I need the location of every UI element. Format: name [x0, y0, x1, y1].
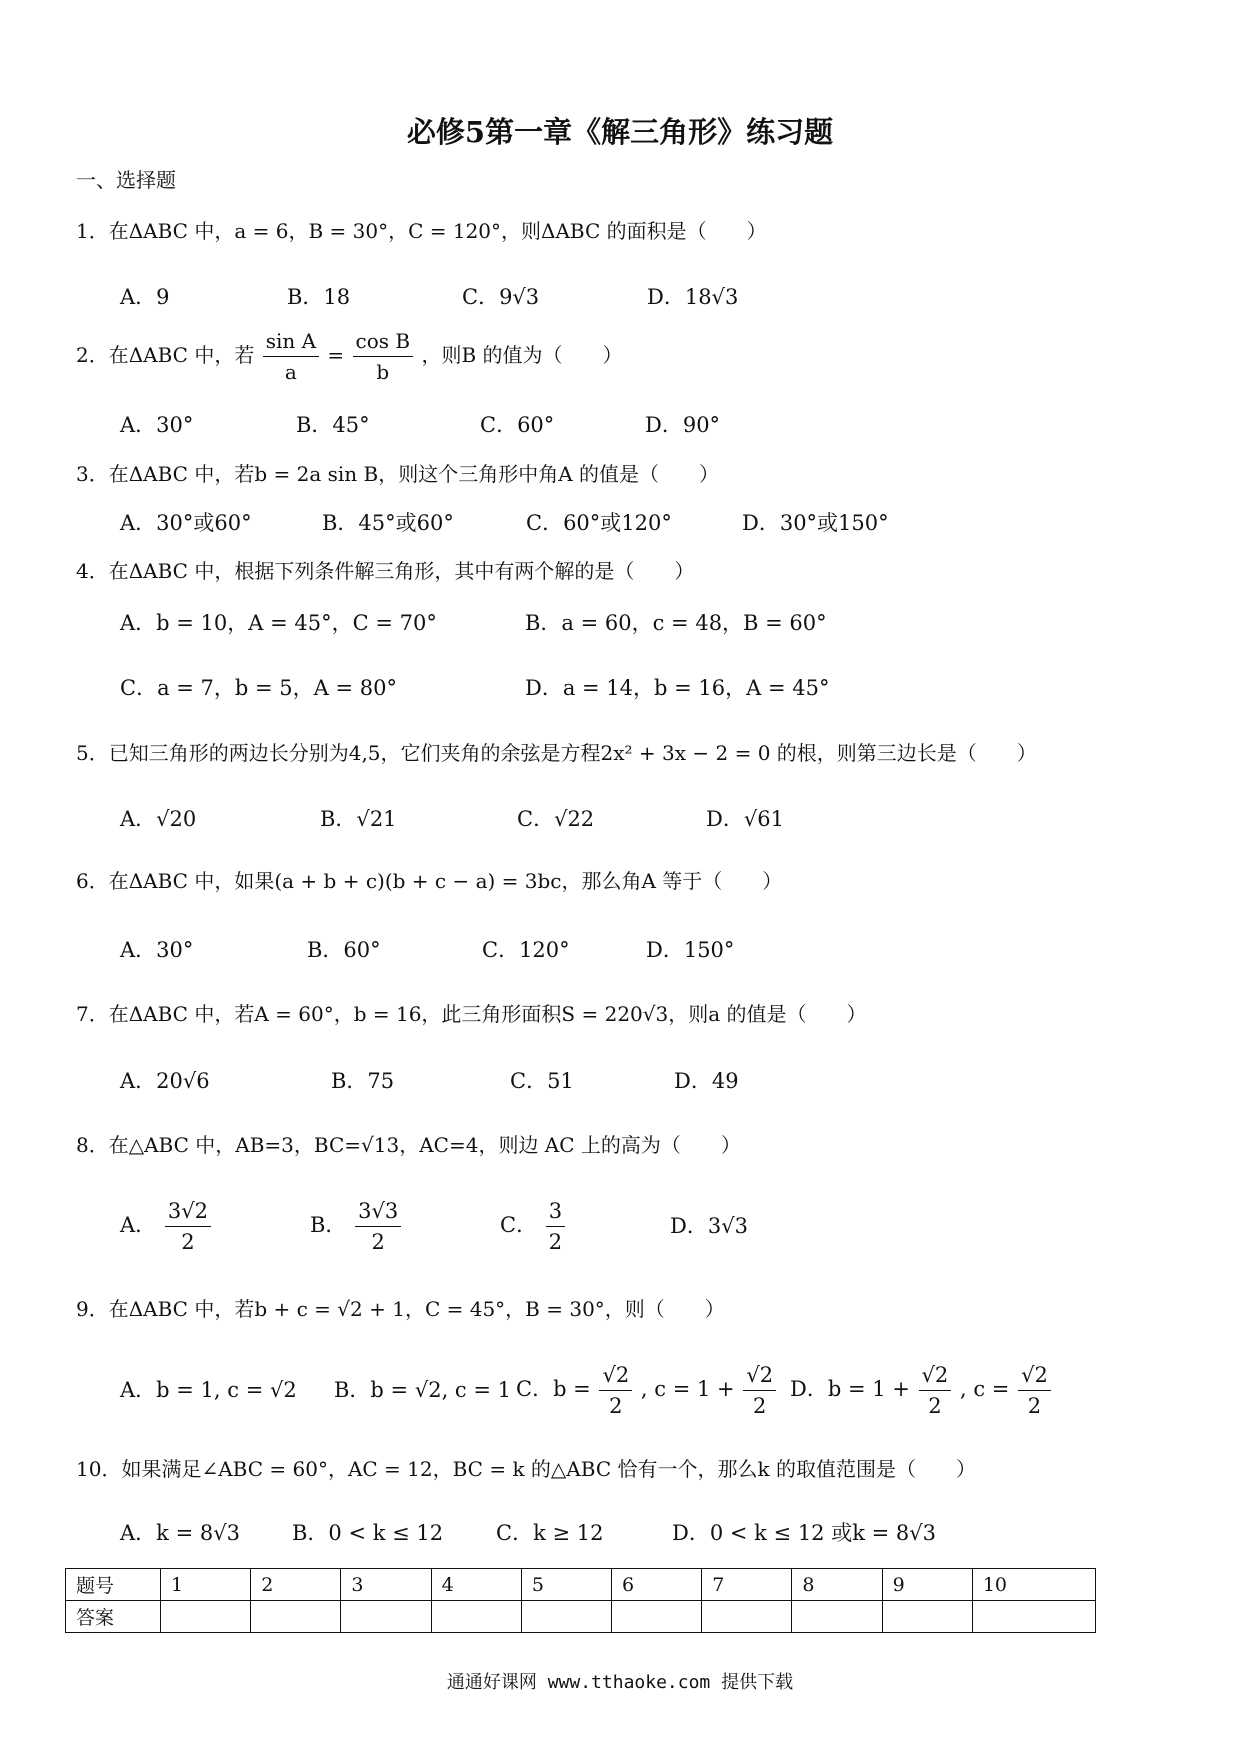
table-cell-number: 1	[161, 1569, 251, 1601]
q4-option-d: D．a = 14，b = 16，A = 45°	[525, 676, 830, 700]
q5-option-a: A．√20	[120, 807, 197, 831]
q6-option-b: B．60°	[307, 938, 381, 962]
q9-option-a: A．b = 1, c = √2	[120, 1378, 297, 1402]
q5-option-c: C．√22	[517, 807, 595, 831]
q10-option-d: D．0 < k ≤ 12 或k = 8√3	[672, 1521, 936, 1545]
q2-stem-pre: 2．在ΔABC 中，若	[76, 343, 255, 367]
q5-option-d: D．√61	[706, 807, 784, 831]
question-8-stem: 8．在△ABC 中，AB=3，BC=√13，AC=4，则边 AC 上的高为（ ）	[76, 1133, 741, 1157]
q9-option-c	[516, 1360, 778, 1421]
q8-option-c	[500, 1196, 567, 1257]
q8-c-num: 3	[546, 1196, 565, 1227]
q2-option-d: D．90°	[645, 413, 721, 437]
table-row-answers	[66, 1601, 1096, 1633]
q9-option-d	[790, 1360, 1053, 1421]
q5-option-b: B．√21	[320, 807, 397, 831]
q4-option-b: B．a = 60，c = 48，B = 60°	[525, 611, 827, 635]
table-header-answer: 答案	[66, 1601, 161, 1633]
answer-cell-7[interactable]	[702, 1601, 792, 1633]
q2-frac2-den: b	[376, 360, 390, 384]
q8-c-den: 2	[548, 1230, 563, 1254]
table-cell-number: 8	[792, 1569, 882, 1601]
q6-option-c: C．120°	[482, 938, 570, 962]
q2-frac2-num: cos B	[353, 326, 414, 357]
q9-c-fraction-1	[599, 1360, 632, 1421]
q8-option-c-fraction	[546, 1196, 565, 1257]
q2-stem-post: ，则B 的值为（ ）	[421, 343, 623, 367]
q8-b-den: 2	[371, 1230, 385, 1254]
q4-option-c: C．a = 7，b = 5，A = 80°	[120, 676, 397, 700]
q8-option-c-label: C．	[500, 1213, 538, 1237]
answer-cell-10[interactable]	[972, 1601, 1095, 1633]
q3-option-a: A．30°或60°	[120, 511, 252, 535]
question-2-stem	[76, 325, 623, 387]
table-cell-number: 4	[431, 1569, 521, 1601]
q9-c-f2-num: √2	[743, 1360, 776, 1391]
table-cell-number: 6	[612, 1569, 702, 1601]
table-cell-number: 3	[341, 1569, 431, 1601]
page-footer: 通通好课网 www.tthaoke.com 提供下载	[446, 1672, 794, 1693]
table-cell-number: 2	[251, 1569, 341, 1601]
q2-frac1-den: a	[284, 360, 297, 384]
q7-option-a: A．20√6	[120, 1069, 210, 1093]
q8-option-b	[310, 1196, 403, 1257]
q10-option-b: B．0 < k ≤ 12	[292, 1521, 444, 1545]
q9-c-f1-den: 2	[609, 1394, 623, 1418]
table-header-number: 题号	[66, 1569, 161, 1601]
q7-option-b: B．75	[331, 1069, 395, 1093]
q7-option-c: C．51	[510, 1069, 574, 1093]
q9-c-f2-den: 2	[753, 1394, 767, 1418]
page-title: 必修5第一章《解三角形》练习题	[406, 115, 834, 149]
table-cell-number: 10	[972, 1569, 1095, 1601]
q9-d-f2-den: 2	[1027, 1394, 1042, 1418]
question-4-stem: 4．在ΔABC 中，根据下列条件解三角形，其中有两个解的是（ ）	[76, 559, 695, 583]
q8-b-num: 3√3	[355, 1196, 401, 1227]
q9-c-fraction-2	[743, 1360, 776, 1421]
q8-option-d: D．3√3	[670, 1214, 748, 1238]
q9-c-mid: , c = 1 +	[640, 1377, 735, 1401]
q9-d-f1-num: √2	[919, 1360, 952, 1391]
q4-option-a: A．b = 10，A = 45°，C = 70°	[120, 611, 437, 635]
q8-option-a-fraction	[165, 1196, 211, 1257]
question-10-stem: 10．如果满足∠ABC = 60°，AC = 12，BC = k 的△ABC 恰有一个，那么k 的取值范围是（ ）	[76, 1457, 976, 1481]
answer-cell-4[interactable]	[431, 1601, 521, 1633]
q8-a-num: 3√2	[165, 1196, 211, 1227]
table-cell-number: 9	[882, 1569, 972, 1601]
answer-cell-3[interactable]	[341, 1601, 431, 1633]
q7-option-d: D．49	[674, 1069, 739, 1093]
question-1-stem: 1．在ΔABC 中，a = 6，B = 30°，C = 120°，则ΔABC 的面积是（ ）	[76, 219, 767, 243]
answer-cell-8[interactable]	[792, 1601, 882, 1633]
q8-option-a-label: A．	[120, 1213, 157, 1237]
q9-option-d-label: D．b = 1 +	[790, 1377, 910, 1401]
q8-option-a	[120, 1196, 213, 1257]
q9-option-c-label: C．b =	[516, 1377, 591, 1401]
table-cell-number: 5	[521, 1569, 611, 1601]
q1-option-d: D．18√3	[647, 285, 739, 309]
q2-option-b: B．45°	[296, 413, 370, 437]
q3-option-d: D．30°或150°	[742, 511, 889, 535]
question-7-stem: 7．在ΔABC 中，若A = 60°，b = 16，此三角形面积S = 220√3，则a 的值是（ ）	[76, 1002, 867, 1026]
q9-d-f1-den: 2	[928, 1394, 942, 1418]
answer-cell-9[interactable]	[882, 1601, 972, 1633]
q10-option-c: C．k ≥ 12	[496, 1521, 604, 1545]
q2-option-c: C．60°	[480, 413, 555, 437]
q2-fraction-cosB	[353, 326, 414, 387]
answer-cell-5[interactable]	[521, 1601, 611, 1633]
q9-d-fraction-1	[919, 1360, 952, 1421]
answer-table	[65, 1568, 1096, 1633]
q9-d-mid: , c =	[959, 1377, 1010, 1401]
question-5-stem: 5．已知三角形的两边长分别为4,5，它们夹角的余弦是方程2x² + 3x − 2 = 0 的根，则第三边长是（ ）	[76, 741, 1037, 765]
q9-d-f2-num: √2	[1018, 1360, 1051, 1391]
answer-cell-1[interactable]	[161, 1601, 251, 1633]
question-6-stem: 6．在ΔABC 中，如果(a + b + c)(b + c − a) = 3bc，那么角A 等于（ ）	[76, 869, 783, 893]
q9-c-f1-num: √2	[599, 1360, 632, 1391]
q2-option-a: A．30°	[120, 413, 194, 437]
section-heading: 一、选择题	[76, 168, 176, 192]
q6-option-a: A．30°	[120, 938, 194, 962]
q1-option-b: B．18	[287, 285, 351, 309]
q10-option-a: A．k = 8√3	[120, 1521, 240, 1545]
q2-frac1-num: sin A	[263, 326, 319, 357]
q6-option-d: D．150°	[646, 938, 735, 962]
answer-cell-6[interactable]	[612, 1601, 702, 1633]
q1-option-a: A．9	[120, 285, 170, 309]
q9-d-fraction-2	[1018, 1360, 1051, 1421]
table-cell-number: 7	[702, 1569, 792, 1601]
table-row-numbers	[66, 1569, 1096, 1601]
q9-option-b: B．b = √2, c = 1	[334, 1378, 511, 1402]
q3-option-c: C．60°或120°	[526, 511, 672, 535]
q2-equals: =	[327, 343, 345, 367]
q3-option-b: B．45°或60°	[322, 511, 454, 535]
q2-fraction-sinA	[263, 326, 319, 387]
q8-option-b-label: B．	[310, 1213, 347, 1237]
q1-option-c: C．9√3	[462, 285, 540, 309]
question-9-stem: 9．在ΔABC 中，若b + c = √2 + 1，C = 45°，B = 30°，则（ ）	[76, 1297, 725, 1321]
q8-a-den: 2	[181, 1230, 195, 1254]
q8-option-b-fraction	[355, 1196, 401, 1257]
question-3-stem: 3．在ΔABC 中，若b = 2a sin B，则这个三角形中角A 的值是（ ）	[76, 462, 720, 486]
answer-cell-2[interactable]	[251, 1601, 341, 1633]
